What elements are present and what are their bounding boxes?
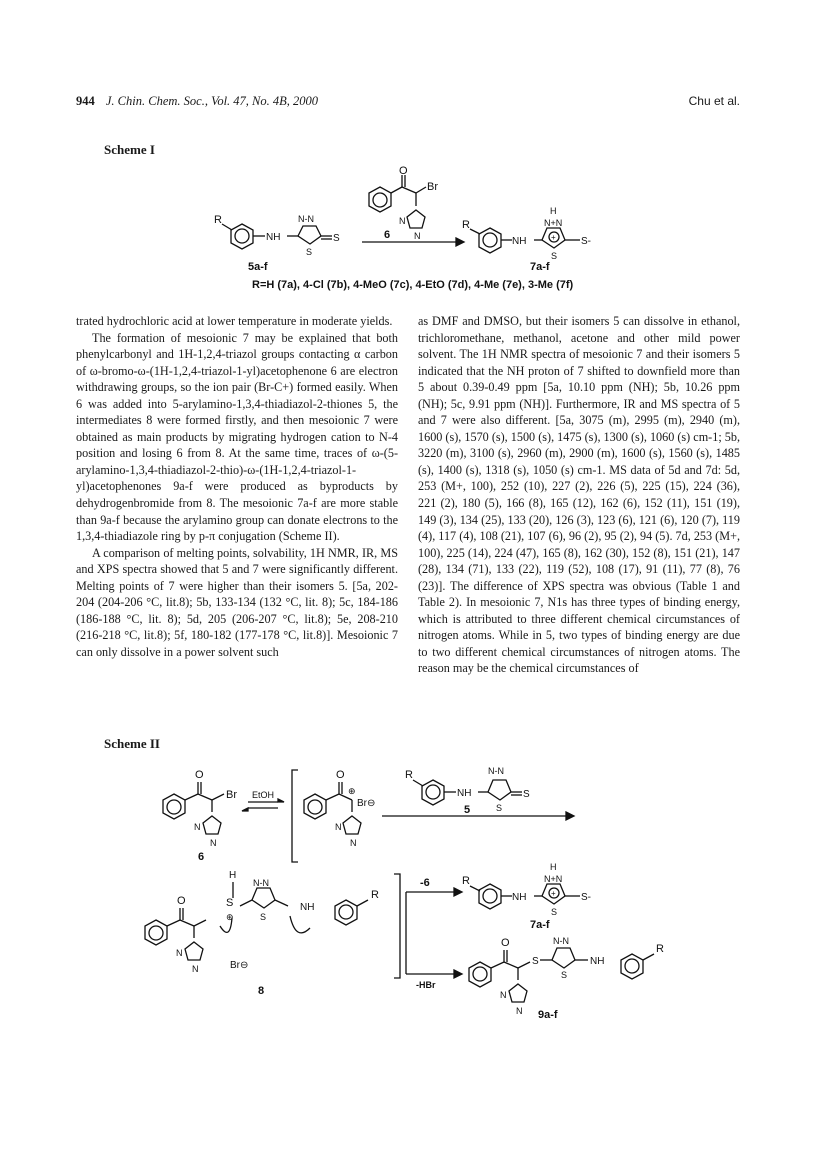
svg-text:R: R <box>462 875 470 887</box>
substituent-legend: R=H (7a), 4-Cl (7b), 4-MeO (7c), 4-EtO (7d), 4-Me (7e), 3-Me (7f) <box>252 279 574 291</box>
scheme-2-title: Scheme II <box>104 736 160 751</box>
byproduct-9-label: 9a-f <box>538 1009 558 1021</box>
svg-text:N: N <box>210 838 217 848</box>
svg-text:O: O <box>177 895 186 907</box>
svg-text:N: N <box>176 948 183 958</box>
svg-text:N: N <box>399 216 406 226</box>
svg-text:R: R <box>214 214 222 226</box>
svg-text:S: S <box>523 789 530 800</box>
loss-6-label: -6 <box>420 877 430 889</box>
svg-text:N: N <box>194 822 201 832</box>
svg-text:NH: NH <box>300 902 315 913</box>
paragraph-4: as DMF and DMSO, but their isomers 5 can dissolve in ethanol, trichloromethane, methanol, acetone and other mild power solvent. The 1H NMR spectra of mesoionic 7 and their isomers 5 indicated that the NH proton of 7 shifted to downfield more than 5 about 0.39-0.49 ppm [5a, 10.10 ppm (NH); 5b, 10.26 ppm (NH); 5c, 9.91 ppm (NH)]. Furthermore, IR and MS spectra of 5 and 7 were also different. [5a, 3075 (m), 2995 (m), 2940 (m), 1600 (s), 1570 (s), 1500 (s), 1475 (s), 1300 (s), 1060 (s) cm-1; 5b, 3220 (m), 3100 (s), 2960 (m), 2900 (m), 1600 (s), 1560 (s), 1485 (s), 1400 (s), 1318 (s), 1050 (s) cm-1. MS data of 5d and 7d: 5d, 253 (M+, 100), 252 (10), 227 (2), 226 (5), 225 (15), 224 (36), 221 (2), 180 (5), 166 (8), 165 (12), 162 (6), 152 (11), 151 (19), 149 (3), 134 (25), 133 (20), 126 (3), 123 (6), 121 (6), 120 (7), 119 (4), 117 (4), 108 (21), 107 (6), 96 (2), 95 (2), 94 (5). 7d, 253 (M+, 100), 225 (14), 224 (47), 165 (8), 162 (30), 152 (8), 151 (21), 147 (28), 134 (71), 133 (22), 119 (52), 108 (17), 91 (11), 77 (8), 76 (23)]. The difference of XPS spectra was obvious (Table 1 and Table 2). In mesoionic 7, N1s has three types of binding energy, which is attributed to three different chemical circumstances of nitrogen atoms. While in 5, two types of binding energy are due to two different chemical circumstances of nitrogen atoms. The reason may be the chemical circumstances of <box>418 314 740 676</box>
svg-text:H: H <box>550 206 557 216</box>
svg-text:N-N: N-N <box>298 214 314 224</box>
svg-text:N+N: N+N <box>544 874 563 884</box>
svg-text:N-N: N-N <box>253 878 269 888</box>
svg-text:N: N <box>335 822 342 832</box>
scheme-1-title: Scheme I <box>104 142 155 157</box>
svg-text:+: + <box>551 233 556 242</box>
svg-text:R: R <box>462 219 470 231</box>
compound-5-label: 5 <box>464 804 471 816</box>
svg-text:NH: NH <box>457 788 472 799</box>
svg-text:H: H <box>550 862 557 872</box>
reagent-6-structure <box>369 175 426 228</box>
svg-text:Br⊖: Br⊖ <box>230 960 249 971</box>
svg-text:Br: Br <box>427 181 438 193</box>
compound-5-structure <box>405 769 522 805</box>
page-number: 944 <box>76 94 95 108</box>
svg-text:O: O <box>336 769 345 781</box>
compound-6-label: 6 <box>198 851 205 863</box>
svg-text:R: R <box>656 943 664 955</box>
svg-text:R: R <box>371 889 379 901</box>
svg-text:Br⊖: Br⊖ <box>357 798 376 809</box>
svg-text:N: N <box>516 1006 523 1016</box>
svg-text:N: N <box>350 838 357 848</box>
svg-text:S: S <box>496 803 503 813</box>
scheme-2-figure <box>120 756 700 1024</box>
svg-text:O: O <box>195 769 204 781</box>
journal-citation: J. Chin. Chem. Soc., Vol. 47, No. 4B, 2000 <box>105 94 319 108</box>
svg-text:NH: NH <box>266 232 281 243</box>
svg-text:O: O <box>501 937 510 949</box>
svg-text:H: H <box>229 870 237 881</box>
svg-text:N+N: N+N <box>544 218 563 228</box>
scheme-1-figure <box>190 160 610 295</box>
svg-text:S: S <box>333 233 340 244</box>
svg-text:S: S <box>551 907 558 917</box>
label-5a-f: 5a-f <box>248 261 268 273</box>
svg-text:⊕: ⊕ <box>348 786 356 796</box>
svg-text:R: R <box>405 769 413 781</box>
paragraph-3: A comparison of melting points, solvability, 1H NMR, IR, MS and XPS spectra showed that 5 and 7 were significantly different. Melting points of 7 were higher than their isomers 5. [5a, 202-204 (204-206 °C, lit.8); 5b, 133-134 (132 °C, lit. 8); 5c, 184-186 (186-188 °C, lit. 8); 5d, 205 (206-207 °C, lit.8); 5e, 208-210 (216-218 °C, lit.8); 5f, 180-182 (177-178 °C, lit.8)]. Mesoionic 7 can only dissolve in a power solvent such <box>76 545 398 659</box>
svg-text:+: + <box>551 889 556 898</box>
intermediate-8-label: 8 <box>258 985 265 997</box>
svg-text:N-N: N-N <box>488 766 504 776</box>
svg-text:N: N <box>414 231 421 241</box>
svg-text:S-: S- <box>581 892 591 903</box>
solvent-label: EtOH <box>252 790 275 800</box>
svg-text:N: N <box>500 990 507 1000</box>
svg-text:S: S <box>306 247 313 257</box>
svg-text:Br: Br <box>226 789 237 801</box>
svg-text:NH: NH <box>512 236 527 247</box>
svg-text:N-N: N-N <box>553 936 569 946</box>
svg-text:S: S <box>561 970 568 980</box>
running-authors: Chu et al. <box>688 94 740 108</box>
svg-text:O: O <box>399 165 408 177</box>
svg-text:N: N <box>192 964 199 974</box>
right-column <box>418 313 740 677</box>
left-column <box>76 313 398 660</box>
svg-text:S: S <box>551 251 558 261</box>
svg-text:S: S <box>532 956 539 967</box>
svg-text:S: S <box>226 897 234 909</box>
paragraph-2: The formation of mesoionic 7 may be explained that both phenylcarbonyl and 1H-1,2,4-triazol groups contacting α carbon of ω-bromo-ω-(1H-1,2,4-triazol-1-yl)acetophenone 6 are electron withdrawing groups, so the ion pair (Br-C+) formed easily. When 6 was added into 5-arylamino-1,3,4-thiadiazol-2-thiones 5, the intermediates 8 were formed firstly, and then mesoionic 7 were obtained as main products by migrating hydrogen cation to N-4 position and losing 6 from 8. At the same time, traces of ω-(5-arylamino-1,3,4-thiadiazol-2-thio)-ω-(1H-1,2,4-triazol-1-yl)acetophenones 9a-f were produced as byproducts by dehydrogenbromide from 8. The mesoionic 7a-f are more stable than 9a-f because the arylamino group can donate electrons to the 1,3,4-thiadiazole ring by p-π conjugation (Scheme II). <box>76 330 398 544</box>
svg-text:⊕: ⊕ <box>226 912 234 922</box>
paragraph-1: trated hydrochloric acid at lower temperature in moderate yields. <box>76 314 393 328</box>
svg-text:NH: NH <box>512 892 527 903</box>
loss-hbr-label: -HBr <box>416 980 436 990</box>
label-7a-f: 7a-f <box>530 261 550 273</box>
svg-text:NH: NH <box>590 956 605 967</box>
product-7-label: 7a-f <box>530 919 550 931</box>
reagent-6-label: 6 <box>384 229 391 241</box>
svg-text:S-: S- <box>581 236 591 247</box>
running-header <box>76 94 740 109</box>
svg-text:S: S <box>260 912 267 922</box>
